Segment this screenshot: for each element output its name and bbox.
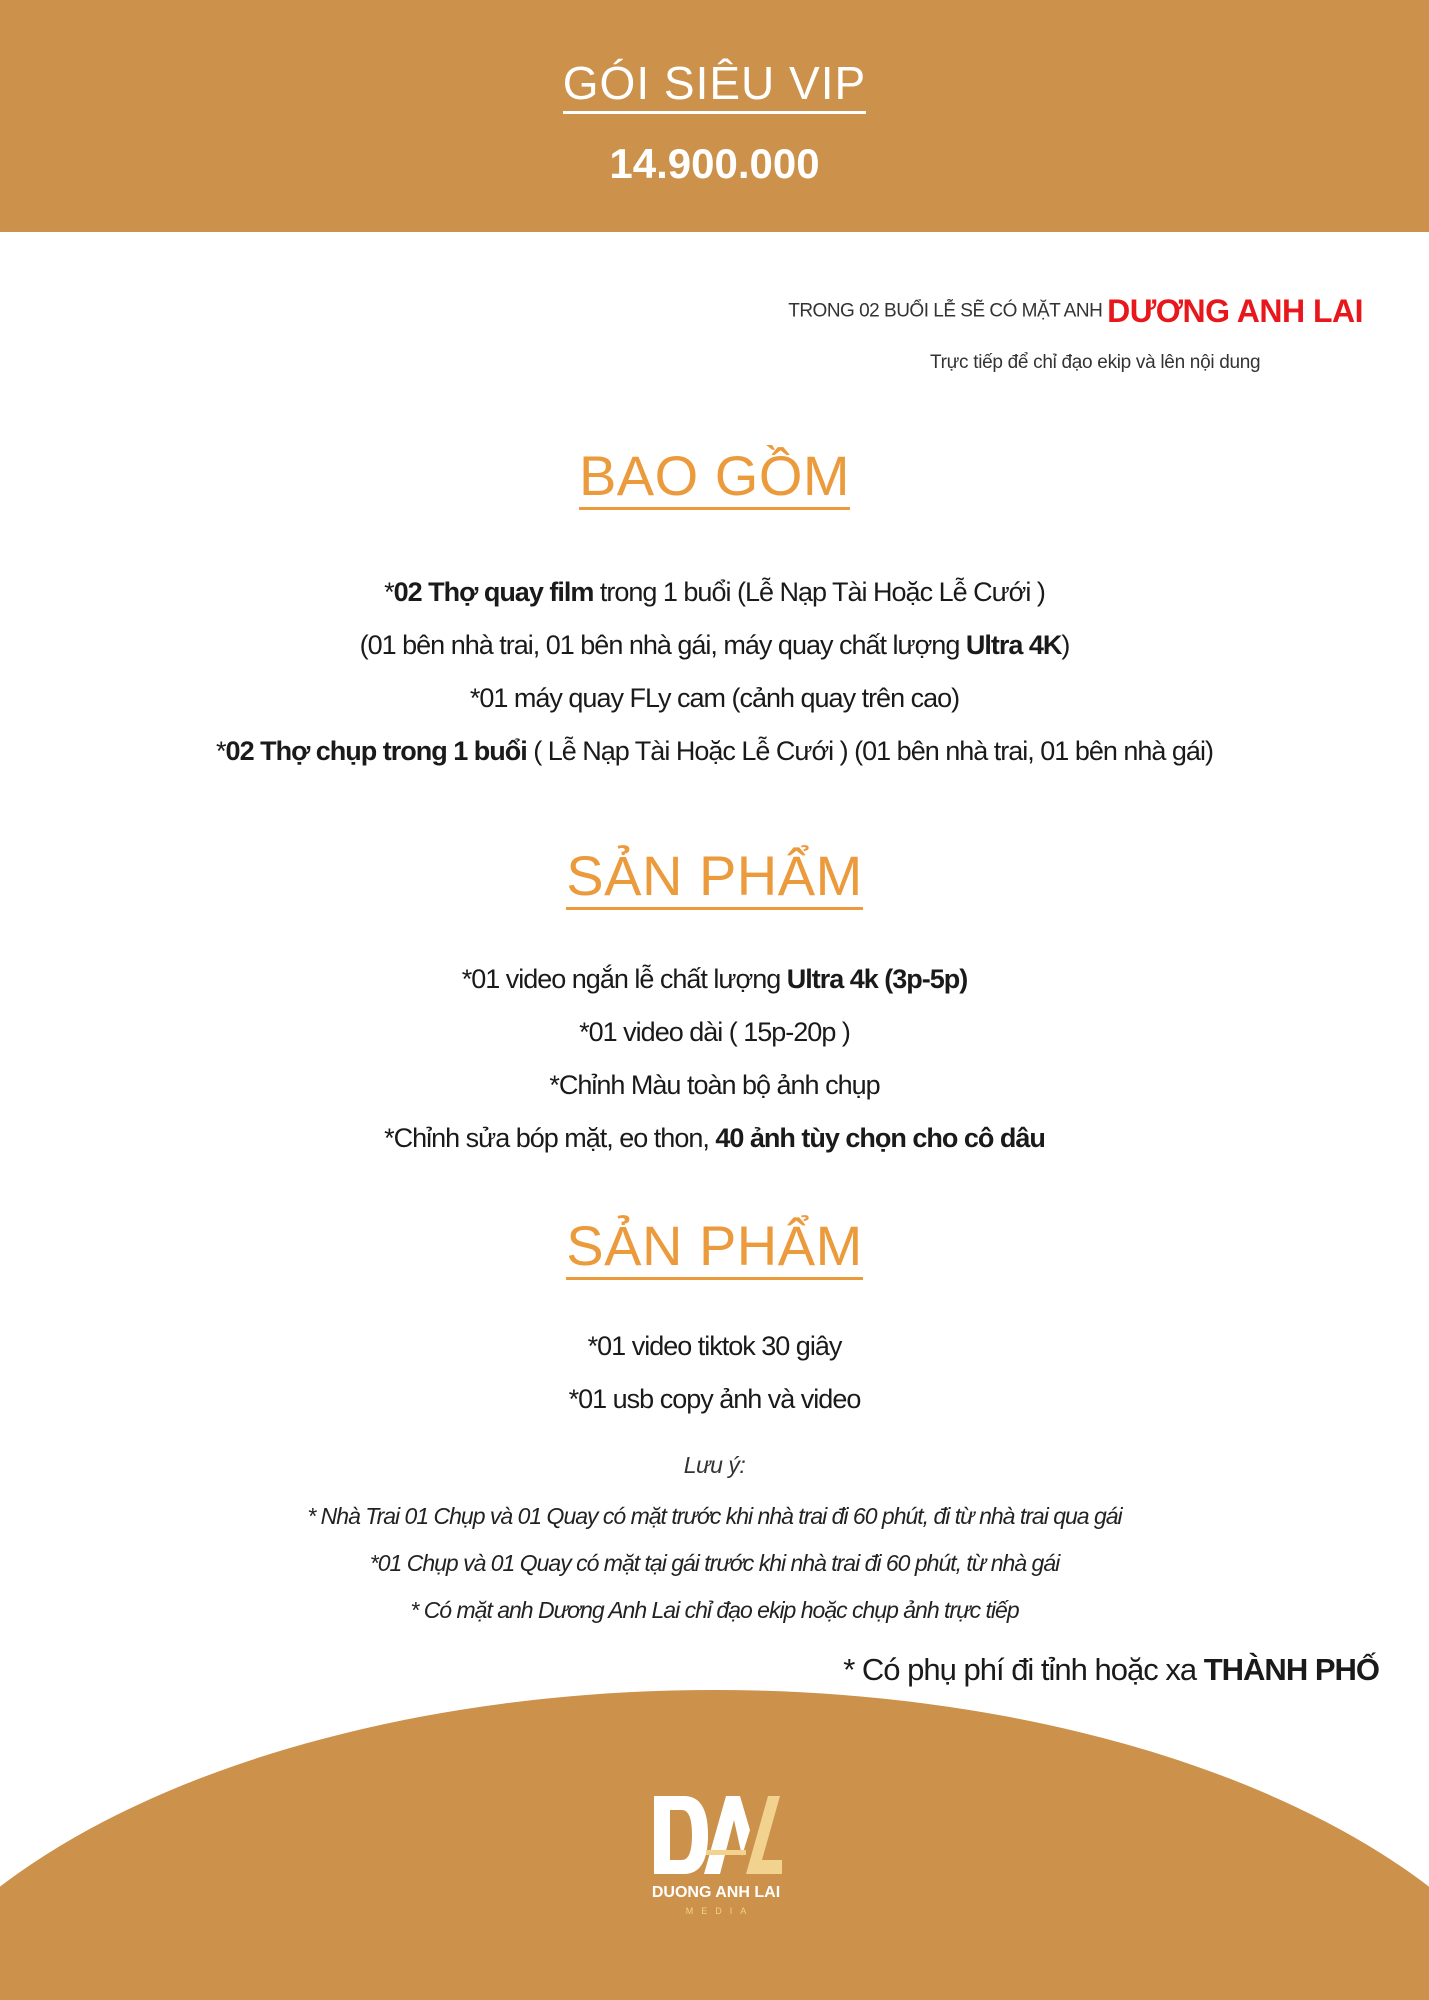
products-1-line-3: *Chỉnh Màu toàn bộ ảnh chụp [549,1070,880,1100]
section-title-included-text: BAO GỒM [579,444,850,510]
presence-line [788,293,1363,330]
products-2-line-2: *01 usb copy ảnh và video [568,1384,861,1414]
products-1-line-1: *01 video ngắn lễ chất lượng Ultra 4k (3p-5p) [461,964,968,994]
products-2-list [0,1320,1429,1426]
package-name-text: GÓI SIÊU VIP [563,57,866,114]
products-1-line-2: *01 video dài ( 15p-20p ) [579,1017,850,1047]
products-1-line-4: *Chỉnh sửa bóp mặt, eo thon, 40 ảnh tùy chọn cho cô dâu [384,1123,1045,1153]
dal-logo-icon [646,1790,786,1880]
travel-fee-note: * Có phụ phí đi tỉnh hoặc xa THÀNH PHỐ [843,1652,1379,1687]
section-title-included [0,443,1429,508]
products-1-list [0,953,1429,1165]
included-line-2: (01 bên nhà trai, 01 bên nhà gái, máy quay chất lượng Ultra 4K) [359,630,1070,660]
included-line-3: *01 máy quay FLy cam (cảnh quay trên cao) [469,683,960,713]
brand-logo [636,1790,796,1940]
products-2-line-1: *01 video tiktok 30 giây [587,1331,842,1361]
included-list [0,566,1429,778]
included-line-4: *02 Thợ chụp trong 1 buổi ( Lễ Nạp Tài Hoặc Lễ Cưới ) (01 bên nhà trai, 01 bên nhà gái) [216,736,1213,766]
included-line-1: *02 Thợ quay film trong 1 buổi (Lễ Nạp Tài Hoặc Lễ Cưới ) [384,577,1045,607]
package-name [0,56,1429,110]
note-2: *01 Chụp và 01 Quay có mặt tại gái trước khi nhà trai đi 60 phút, từ nhà gái [369,1550,1060,1576]
presence-lead: TRONG 02 BUỔI LỄ SẼ CÓ MẶT ANH [788,300,1103,322]
brand-name: DUONG ANH LAI [651,1884,781,1901]
brand-sub: MEDIA [685,1906,755,1916]
presence-name: DƯƠNG ANH LAI [1107,293,1363,329]
section-title-products-1-text: SẢN PHẨM [566,844,863,910]
header-banner [0,0,1429,232]
package-price: 14.900.000 [609,140,820,187]
note-1: * Nhà Trai 01 Chụp và 01 Quay có mặt trước khi nhà trai đi 60 phút, đi từ nhà trai qua gái [307,1503,1122,1529]
section-title-products-2-text: SẢN PHẨM [566,1214,863,1280]
presence-subtext: Trực tiếp để chỉ đạo ekip và lên nội dung [930,352,1261,373]
section-title-products-1 [0,843,1429,908]
section-title-products-2 [0,1213,1429,1278]
notes-list [0,1493,1429,1634]
note-3: * Có mặt anh Dương Anh Lai chỉ đạo ekip hoặc chụp ảnh trực tiếp [410,1597,1019,1623]
notes-title: Lưu ý: [683,1452,746,1478]
